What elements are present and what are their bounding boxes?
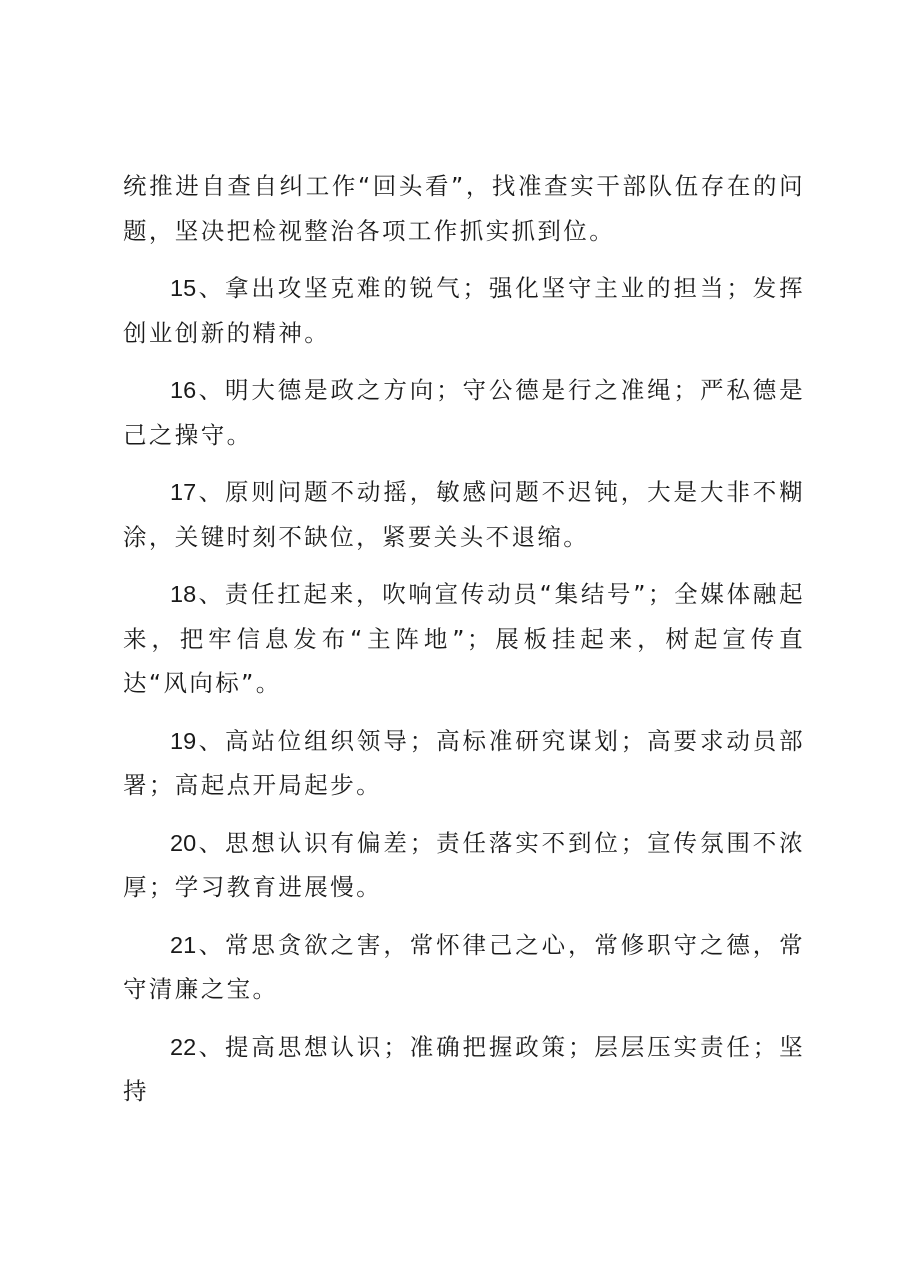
- paragraph-text: 、拿出攻坚克难的锐气；强化坚守主业的担当；发挥创业创新的精神。: [123, 274, 805, 347]
- paragraph-text: 、高站位组织领导；高标准研究谋划；高要求动员部署；高起点开局起步。: [123, 726, 805, 799]
- paragraph-continuation: [123, 164, 805, 253]
- paragraph-number: 16: [170, 377, 197, 403]
- paragraph-number: 22: [170, 1033, 197, 1060]
- paragraph-16: [123, 368, 805, 457]
- paragraph-text: 、思想认识有偏差；责任落实不到位；宣传氛围不浓厚；学习教育进展慢。: [123, 828, 805, 901]
- paragraph-number: 17: [170, 479, 197, 505]
- paragraph-number: 21: [170, 931, 197, 958]
- paragraph-number: 19: [170, 727, 197, 754]
- paragraph-number: 20: [170, 829, 197, 856]
- paragraph-text: 、提高思想认识；准确把握政策；层层压实责任；坚持: [123, 1032, 805, 1105]
- paragraph-21: [123, 923, 805, 1012]
- paragraph-number: 18: [170, 581, 197, 607]
- paragraph-text: 、常思贪欲之害，常怀律己之心，常修职守之德，常守清廉之宝。: [123, 930, 805, 1003]
- document-page: [123, 164, 805, 1127]
- paragraph-22: [123, 1025, 805, 1114]
- paragraph-17: [123, 470, 805, 559]
- paragraph-text: 统推进自查自纠工作“回头看”，找准查实干部队伍存在的问题，坚决把检视整治各项工作抓实抓到位。: [123, 172, 805, 245]
- paragraph-number: 15: [170, 275, 197, 301]
- paragraph-15: [123, 266, 805, 355]
- paragraph-text: 、责任扛起来，吹响宣传动员“集结号”；全媒体融起来，把牢信息发布“主阵地”；展板挂起来，树起宣传直达“风向标”。: [123, 580, 805, 697]
- paragraph-18: [123, 572, 805, 706]
- paragraph-text: 、原则问题不动摇，敏感问题不迟钝，大是大非不糊涂，关键时刻不缺位，紧要关头不退缩。: [123, 478, 805, 551]
- paragraph-20: [123, 821, 805, 910]
- paragraph-text: 、明大德是政之方向；守公德是行之准绳；严私德是己之操守。: [123, 376, 805, 449]
- paragraph-19: [123, 719, 805, 808]
